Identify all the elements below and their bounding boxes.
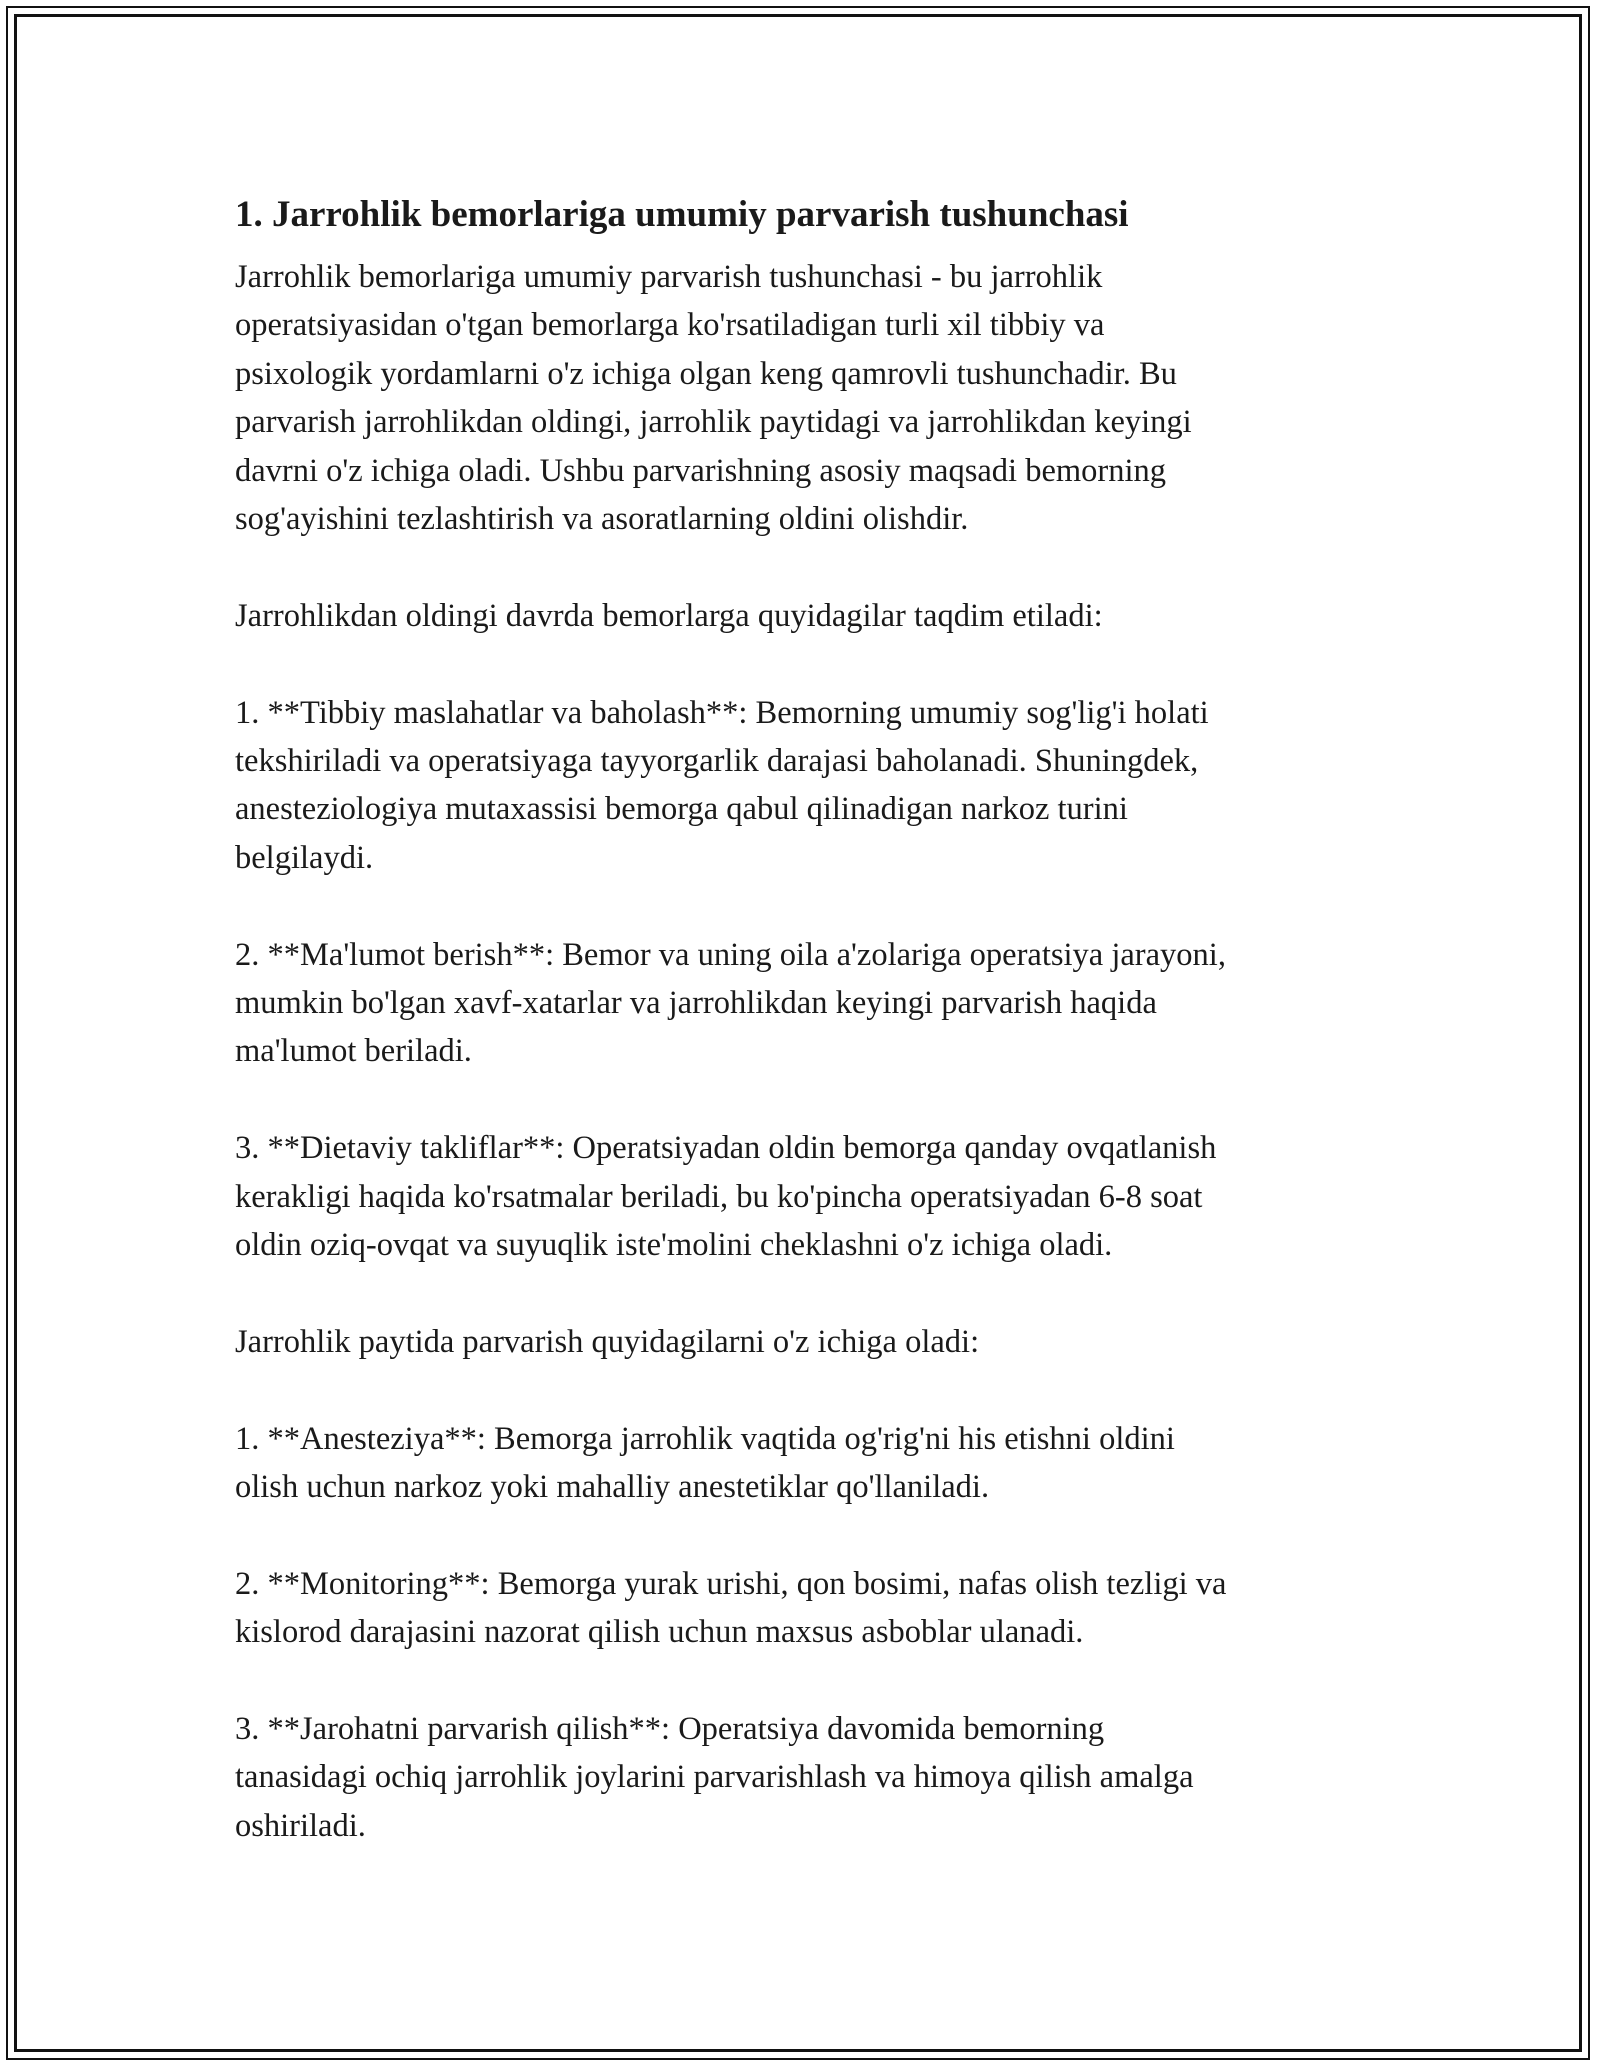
document-body xyxy=(235,187,1385,1899)
text-line: olish uchun narkoz yoki mahalliy anestetiklar qo'llaniladi. xyxy=(235,1469,990,1506)
text-line: parvarish jarrohlikdan oldingi, jarrohlik paytidagi va jarrohlikdan keyingi xyxy=(235,404,1192,441)
text-line: sog'ayishini tezlashtirish va asoratlarning oldini olishdir. xyxy=(235,501,969,538)
text-line: belgilaydi. xyxy=(235,839,374,876)
text-line: 1. **Anesteziya**: Bemorga jarrohlik vaqtida og'rig'ni his etishni oldini xyxy=(235,1420,1175,1457)
text-line: 3. **Dietaviy takliflar**: Operatsiyadan oldin bemorga qanday ovqatlanish xyxy=(235,1130,1217,1167)
paragraph-list xyxy=(235,253,1385,1850)
text-line: 1. **Tibbiy maslahatlar va baholash**: Bemorning umumiy sog'lig'i holati xyxy=(235,694,1209,731)
text-line: tekshiriladi va operatsiyaga tayyorgarlik darajasi baholanadi. Shuningdek, xyxy=(235,743,1199,780)
text-line: Jarrohlik paytida parvarish quyidagilarni o'z ichiga oladi: xyxy=(235,1323,980,1360)
text-line: kerakligi haqida ko'rsatmalar beriladi, bu ko'pincha operatsiyadan 6-8 soat xyxy=(235,1178,1203,1215)
paragraph xyxy=(235,1124,1385,1269)
text-line: Jarrohlikdan oldingi davrda bemorlarga quyidagilar taqdim etiladi: xyxy=(235,597,1103,634)
text-line: 2. **Monitoring**: Bemorga yurak urishi, qon bosimi, nafas olish tezligi va xyxy=(235,1565,1227,1602)
text-line: 3. **Jarohatni parvarish qilish**: Operatsiya davomida bemorning xyxy=(235,1711,1105,1748)
paragraph xyxy=(235,1705,1385,1850)
text-line: mumkin bo'lgan xavf-xatarlar va jarrohlikdan keyingi parvarish haqida xyxy=(235,985,1157,1022)
text-line: Jarrohlik bemorlariga umumiy parvarish tushunchasi - bu jarrohlik xyxy=(235,259,1103,295)
text-line: davrni o'z ichiga oladi. Ushbu parvarishning asosiy maqsadi bemorning xyxy=(235,452,1167,489)
text-line: ma'lumot beriladi. xyxy=(235,1033,472,1070)
section-heading: 1. Jarrohlik bemorlariga umumiy parvarish tushunchasi xyxy=(235,194,1129,235)
paragraph xyxy=(235,592,1385,640)
text-line: psixologik yordamlarni o'z ichiga olgan keng qamrovli tushunchadir. Bu xyxy=(235,355,1177,392)
text-line: anesteziologiya mutaxassisi bemorga qabul qilinadigan narkoz turini xyxy=(235,791,1128,828)
paragraph xyxy=(235,1415,1385,1512)
text-line: oshiriladi. xyxy=(235,1807,366,1844)
text-line: oldin oziq-ovqat va suyuqlik iste'molini cheklashni o'z ichiga oladi. xyxy=(235,1227,1113,1264)
paragraph xyxy=(235,253,1385,543)
paragraph xyxy=(235,689,1385,883)
text-line: kislorod darajasini nazorat qilish uchun maxsus asboblar ulanadi. xyxy=(235,1614,1084,1651)
text-line: 2. **Ma'lumot berish**: Bemor va uning oila a'zolariga operatsiya jarayoni, xyxy=(235,936,1226,973)
paragraph xyxy=(235,931,1385,1076)
paragraph xyxy=(235,1560,1385,1657)
text-line: tanasidagi ochiq jarrohlik joylarini parvarishlash va himoya qilish amalga xyxy=(235,1759,1194,1796)
paragraph xyxy=(235,1318,1385,1366)
text-line: operatsiyasidan o'tgan bemorlarga ko'rsatiladigan turli xil tibbiy va xyxy=(235,307,1105,344)
